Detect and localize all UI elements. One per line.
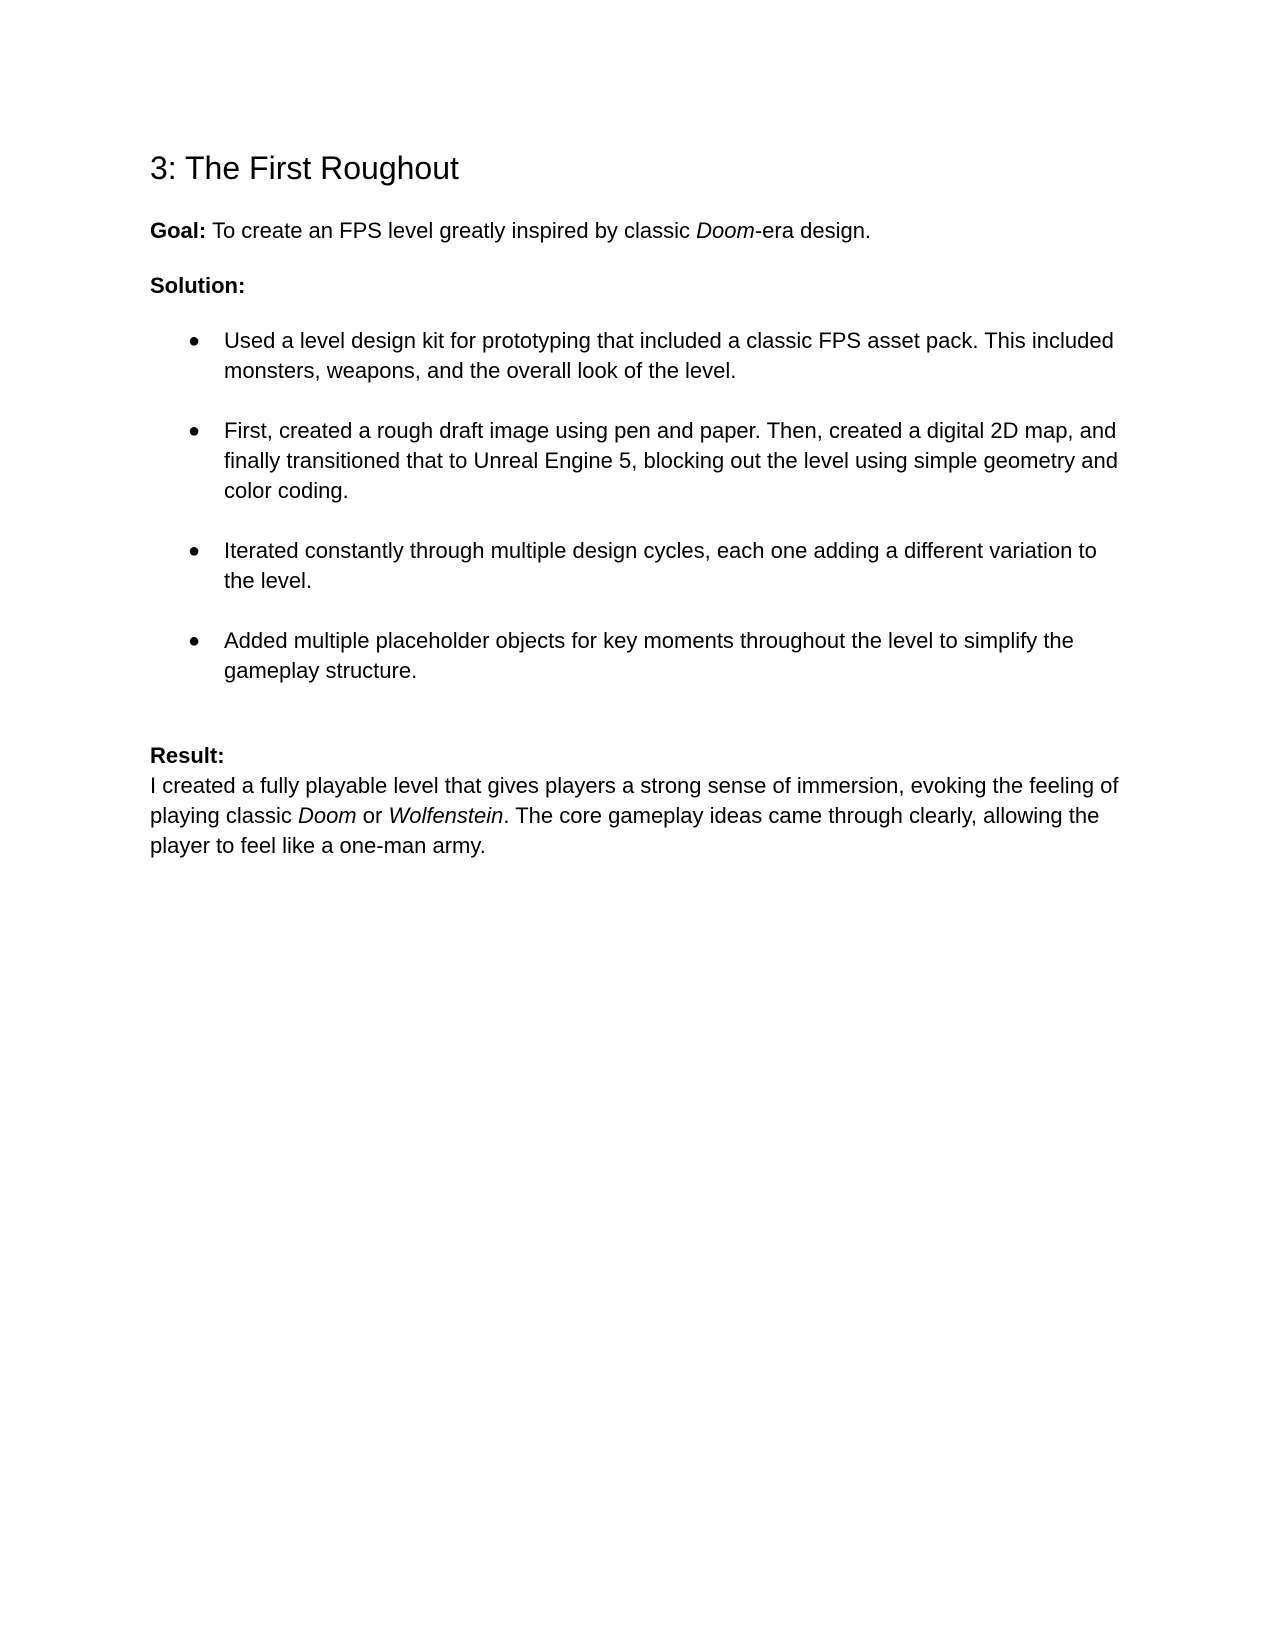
goal-label: Goal: <box>150 218 207 243</box>
result-text-part1: I created a fully playable level that gives players a strong sense of immersion, evoking the feeling of playing classic <box>150 773 1119 828</box>
solution-item-text: Iterated constantly through multiple design cycles, each one adding a different variation to the level. <box>224 538 1097 593</box>
page-title: 3: The First Roughout <box>150 150 459 186</box>
bullet-icon: ● <box>188 630 201 652</box>
solution-item-text: Added multiple placeholder objects for key moments throughout the level to simplify the gameplay structure. <box>224 628 1074 683</box>
solution-item-text: Used a level design kit for prototyping that included a classic FPS asset pack. This included monsters, weapons, and the overall look of the level. <box>224 328 1114 383</box>
solution-list-item <box>150 626 1125 686</box>
goal-text-after: -era design. <box>754 218 872 243</box>
solution-label: Solution: <box>150 273 246 298</box>
goal-text-before: To create an FPS level greatly inspired by classic <box>206 218 697 243</box>
bullet-icon: ● <box>188 540 201 562</box>
bullet-icon: ● <box>188 420 201 442</box>
result-italic-wolfenstein: Wolfenstein <box>388 803 504 828</box>
result-italic-doom: Doom <box>297 803 357 828</box>
goal-italic-doom: Doom <box>696 218 755 243</box>
result-text-part2: or <box>356 803 389 828</box>
bullet-icon: ● <box>188 330 201 352</box>
solution-item-text: First, created a rough draft image using pen and paper. Then, created a digital 2D map, and finally transitioned that to Unreal Engine 5, blocking out the level using simple geometry and color coding. <box>224 418 1118 503</box>
result-text-part3: . The core gameplay ideas came through clearly, allowing the player to feel like a one-man army. <box>150 803 1100 858</box>
result-label: Result: <box>150 743 225 768</box>
solution-list-item <box>150 536 1125 596</box>
solution-list <box>150 326 1125 716</box>
goal-paragraph <box>150 216 1125 246</box>
result-paragraph <box>150 771 1125 861</box>
solution-list-item <box>150 416 1125 506</box>
solution-list-item <box>150 326 1125 386</box>
